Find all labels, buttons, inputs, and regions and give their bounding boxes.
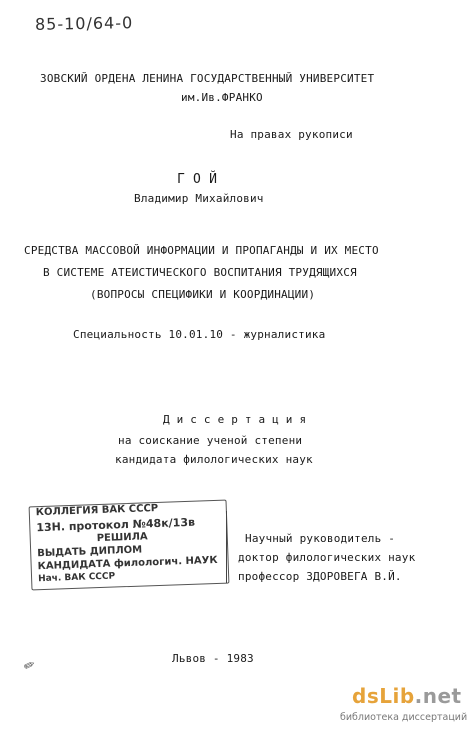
stamp-line-5: КАНДИДАТА филологич. НАУК: [37, 554, 218, 573]
dissertation-heading: Д и с с е р т а ц и я: [163, 413, 307, 426]
stamp-line-3: РЕШИЛА: [96, 531, 148, 545]
stamp-line-1: КОЛЛЕГИЯ ВАК СССР: [35, 502, 159, 519]
divider-line: [226, 511, 227, 583]
archive-number: 85-10/64-0: [34, 13, 134, 34]
supervisor-line-1: Научный руководитель -: [245, 532, 396, 545]
watermark[interactable]: [340, 684, 467, 730]
watermark-logo[interactable]: [352, 684, 462, 708]
city-year: Львов - 1983: [172, 652, 254, 665]
author-name: Владимир Михайлович: [134, 192, 264, 205]
title-line-3: (ВОПРОСЫ СПЕЦИФИКИ И КООРДИНАЦИИ): [90, 288, 316, 301]
dissertation-line-1: на соискание ученой степени: [118, 434, 303, 447]
university-name-line2: им.Ив.ФРАНКО: [181, 91, 263, 104]
watermark-logo-tld: .net: [414, 684, 462, 708]
specialty: Специальность 10.01.10 - журналистика: [73, 328, 326, 341]
watermark-logo-main: dsLib: [352, 684, 415, 708]
stamp-line-6: Нач. ВАК СССР: [37, 571, 116, 585]
author-surname: Г О Й: [177, 172, 218, 187]
stamp-line-2: 13Н. протокол №48к/13в: [36, 515, 196, 535]
vak-stamp: [29, 500, 230, 591]
title-line-2: В СИСТЕМЕ АТЕИСТИЧЕСКОГО ВОСПИТАНИЯ ТРУДЯЩИХСЯ: [43, 266, 357, 279]
stamp-line-4: ВЫДАТЬ ДИПЛОМ: [37, 544, 143, 560]
handwritten-mark-icon: ✎: [21, 657, 40, 674]
title-line-1: СРЕДСТВА МАССОВОЙ ИНФОРМАЦИИ И ПРОПАГАНДЫ И ИХ МЕСТО: [24, 244, 379, 257]
supervisor-line-2: доктор филологических наук: [238, 551, 416, 564]
supervisor-line-3: профессор ЗДОРОВЕГА В.Й.: [238, 570, 402, 583]
university-name: ЗОВСКИЙ ОРДЕНА ЛЕНИНА ГОСУДАРСТВЕННЫЙ УНИВЕРСИТЕТ: [40, 72, 375, 85]
dissertation-line-2: кандидата филологических наук: [115, 453, 313, 466]
rights-note: На правах рукописи: [230, 128, 353, 141]
watermark-subtitle: библиотека диссертаций: [340, 712, 467, 723]
